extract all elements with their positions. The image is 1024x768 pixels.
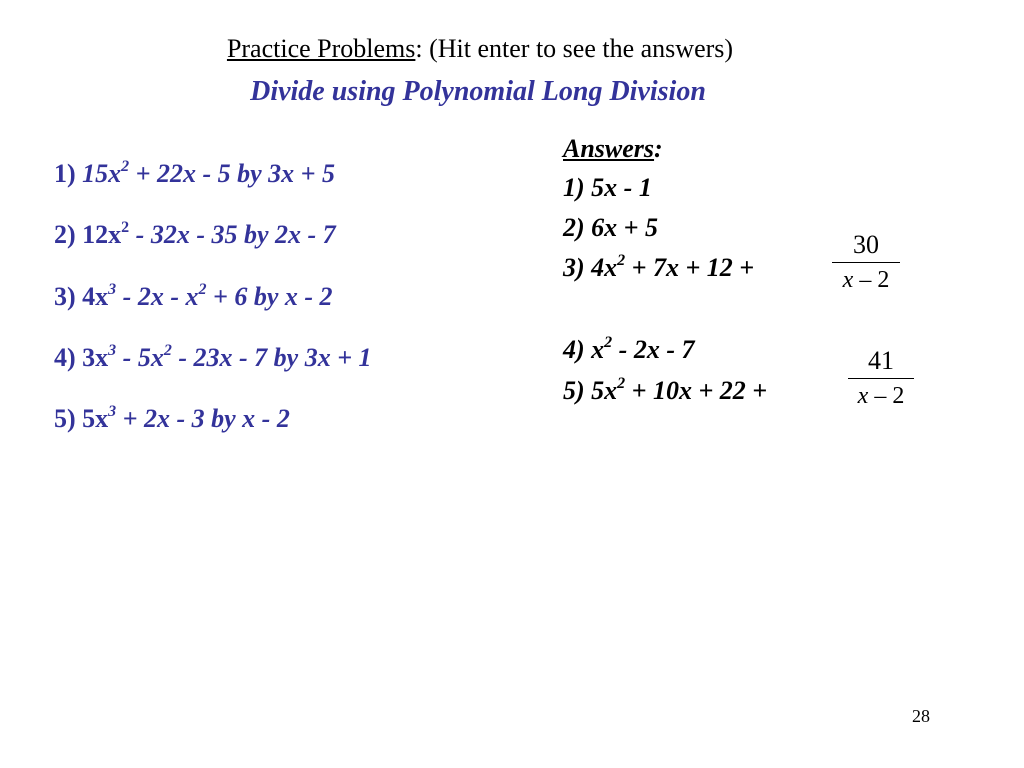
problem-term: 3x — [82, 343, 109, 372]
answer-term: - 2x - 7 — [612, 335, 695, 364]
slide-title — [0, 34, 960, 64]
answers-heading-colon: : — [654, 134, 663, 163]
problem-term: 4x — [82, 282, 109, 311]
problem-term: - 23x - 7 by 3x + 1 — [171, 343, 372, 372]
answer-term: 5) 5x — [563, 376, 618, 405]
answer-4 — [563, 335, 695, 365]
problem-term: - 5x — [116, 343, 164, 372]
problem-1 — [54, 159, 335, 189]
slide-subtitle: Divide using Polynomial Long Division — [250, 76, 706, 107]
exponent: 2 — [121, 158, 130, 175]
page-number: 28 — [912, 706, 930, 726]
problem-2 — [54, 220, 336, 250]
fraction-bar — [832, 262, 900, 263]
title-underlined: Practice Problems — [226, 34, 416, 63]
problem-5 — [54, 404, 290, 434]
problem-3 — [54, 282, 333, 312]
fraction-denominator: x – 2 — [857, 383, 905, 409]
answers-heading — [563, 134, 663, 164]
problem-number: 2) — [54, 220, 76, 249]
answer-term: + 10x + 22 + — [625, 376, 768, 405]
answer-5-fraction — [848, 348, 914, 409]
answer-5 — [563, 376, 767, 406]
answer-term: + 7x + 12 + — [625, 253, 755, 282]
answer-1: 1) 5x - 1 — [563, 173, 652, 202]
exponent: 2 — [617, 252, 626, 269]
answers-heading-text: Answers — [563, 134, 655, 163]
problem-number: 1) — [54, 159, 76, 188]
title-rest: : (Hit enter to see the answers) — [415, 34, 734, 63]
problem-term: - 2x - x — [116, 282, 199, 311]
exponent: 3 — [108, 281, 117, 298]
fraction-numerator: 41 — [868, 346, 894, 375]
problem-term: + 6 by x - 2 — [206, 282, 333, 311]
exponent: 2 — [121, 219, 130, 236]
exponent: 2 — [163, 342, 172, 359]
problem-term: - 32x - 35 by 2x - 7 — [129, 220, 336, 249]
problem-term: + 22x - 5 by 3x + 5 — [129, 159, 336, 188]
answer-2: 2) 6x + 5 — [563, 213, 658, 242]
answer-term: 4) x — [563, 335, 605, 364]
problem-term: 15x — [82, 159, 122, 188]
problem-term: + 2x - 3 by x - 2 — [116, 404, 290, 433]
problem-term: 12x — [82, 220, 122, 249]
fraction-denominator: x – 2 — [842, 267, 890, 293]
problem-number: 5) — [54, 404, 76, 433]
exponent: 2 — [198, 281, 207, 298]
answer-term: 3) 4x — [563, 253, 618, 282]
problem-term: 5x — [82, 404, 109, 433]
fraction-bar — [848, 378, 914, 379]
exponent: 3 — [108, 342, 117, 359]
problem-4 — [54, 343, 372, 373]
exponent: 3 — [108, 403, 117, 420]
problem-number: 4) — [54, 343, 76, 372]
fraction-numerator: 30 — [853, 230, 879, 259]
problem-number: 3) — [54, 282, 76, 311]
answer-3 — [563, 253, 754, 283]
answer-3-fraction — [832, 232, 900, 293]
exponent: 2 — [604, 334, 613, 351]
exponent: 2 — [617, 375, 626, 392]
